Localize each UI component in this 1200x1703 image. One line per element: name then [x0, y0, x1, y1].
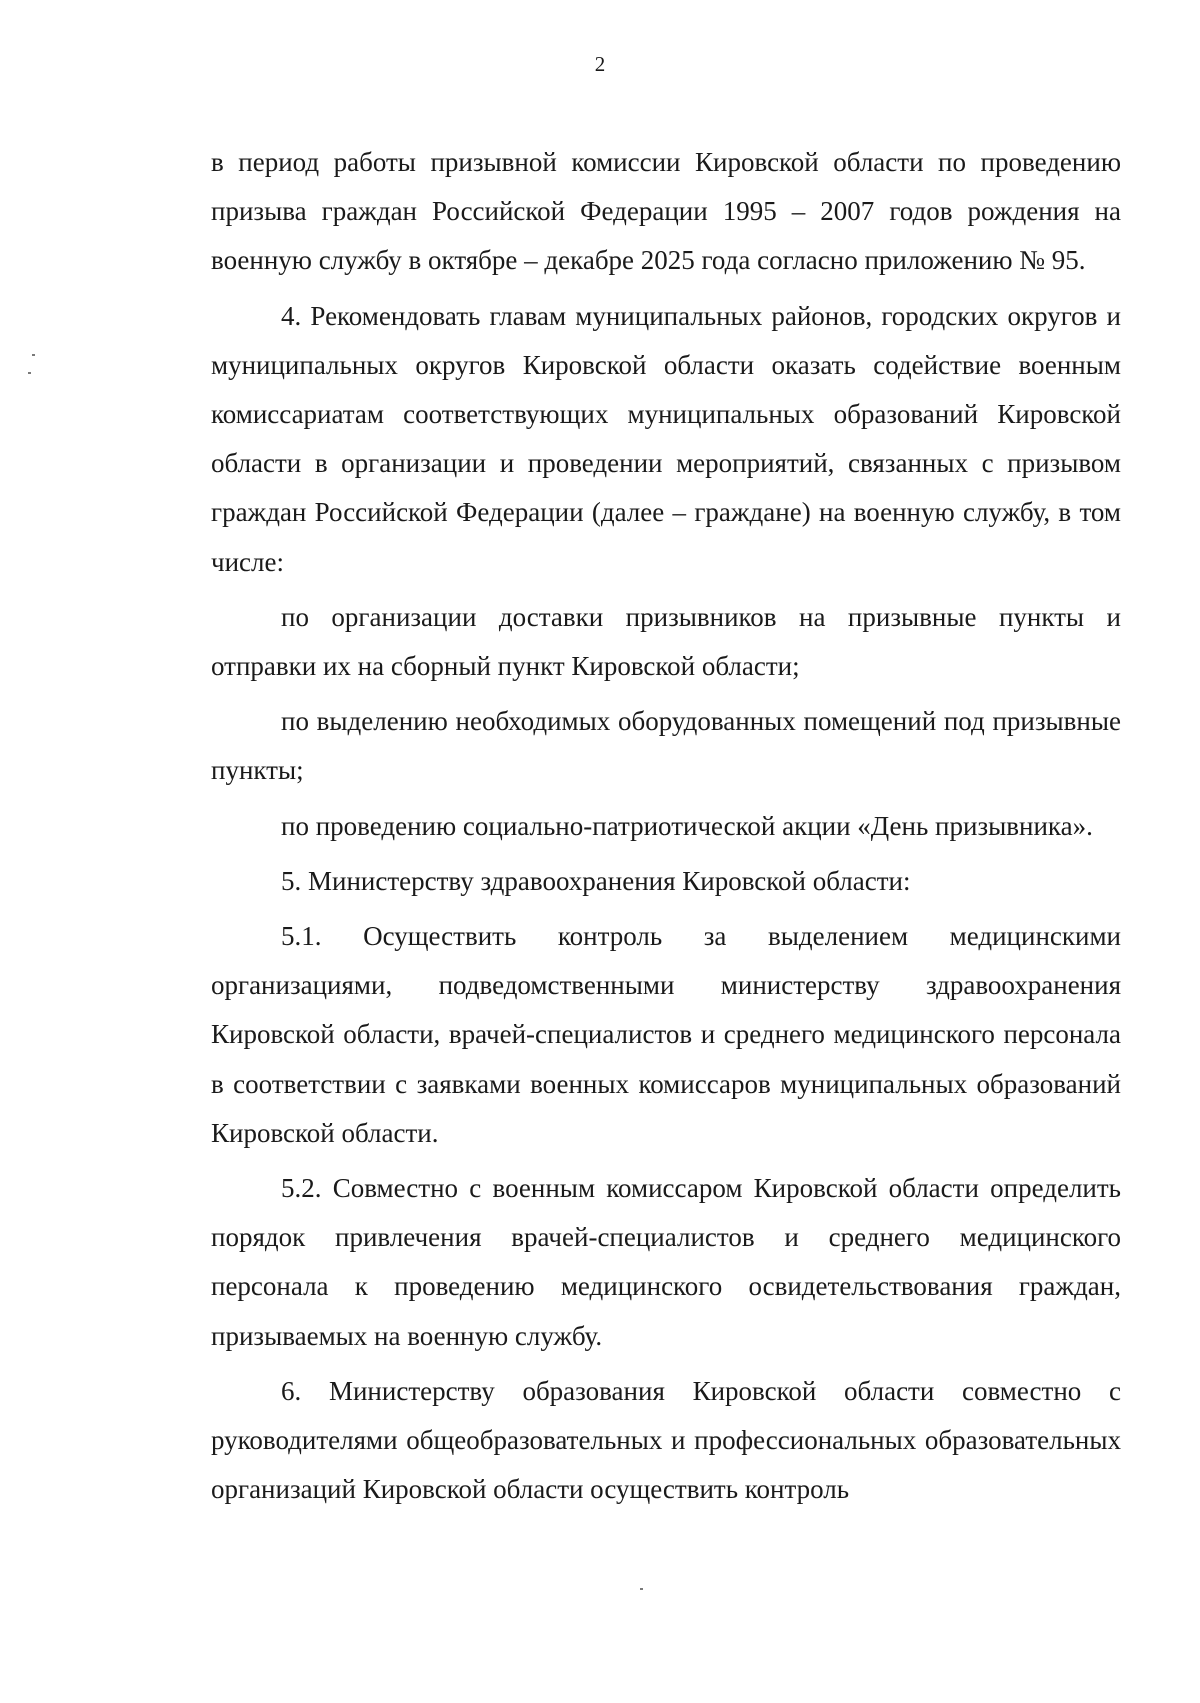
- document-body: [211, 138, 1121, 1520]
- paragraph-item-5-2: 5.2. Совместно с военным комиссаром Кировской области определить порядок привлечения врачей-специалистов и среднего медицинского персонала к проведению медицинского освидетельствования граждан, призываемых на военную службу.: [211, 1173, 1121, 1351]
- paragraph-item-4: 4. Рекомендовать главам муниципальных районов, городских округов и муниципальных округов Кировской области оказать содействие военным комиссариатам соответствующих муниципальных образований Кировской области в организации и проведении мероприятий, связанных с призывом граждан Российской Федерации (далее – граждане) на военную службу, в том числе:: [211, 300, 1121, 577]
- scan-speck: [640, 1588, 643, 1590]
- paragraph-item-5: 5. Министерству здравоохранения Кировской области:: [281, 865, 911, 896]
- page-number: 2: [594, 52, 606, 76]
- paragraph-item-4-delivery: по организации доставки призывников на призывные пункты и отправки их на сборный пункт Кировской области;: [211, 601, 1121, 682]
- scan-speck: [28, 372, 31, 374]
- paragraph-item-6: 6. Министерству образования Кировской области совместно с руководителями общеобразовательных и профессиональных образовательных организаций Кировской области осуществить контроль: [211, 1375, 1121, 1505]
- scan-speck: [32, 354, 35, 356]
- paragraph-continuation: в период работы призывной комиссии Кировской области по проведению призыва граждан Российской Федерации 1995 – 2007 годов рождения на военную службу в октябре – декабре 2025 года согласно приложению № 95.: [211, 147, 1121, 276]
- paragraph-item-4-premises: по выделению необходимых оборудованных помещений под призывные пункты;: [211, 706, 1121, 786]
- paragraph-item-5-1: 5.1. Осуществить контроль за выделением медицинскими организациями, подведомственными министерству здравоохранения Кировской области, врачей-специалистов и среднего медицинского персонала в соответствии с заявками военных комиссаров муниципальных образований Кировской области.: [211, 921, 1121, 1148]
- paragraph-item-4-action: по проведению социально-патриотической акции «День призывника».: [281, 810, 1093, 841]
